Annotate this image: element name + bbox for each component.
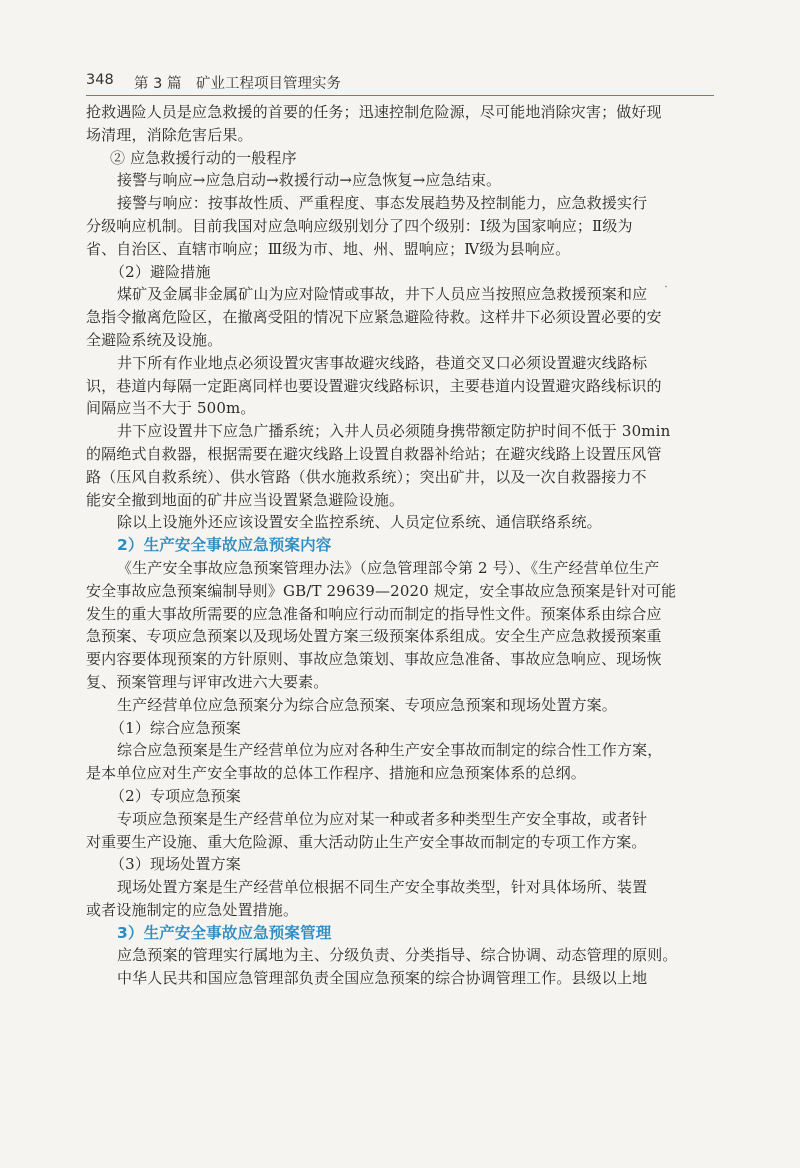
text-line: 中华人民共和国应急管理部负责全国应急预案的综合协调管理工作。县级以上地 — [117, 969, 648, 988]
text-line: ② 应急救援行动的一般程序 — [110, 148, 297, 167]
text-line: 能安全撤到地面的矿井应当设置紧急避险设施。 — [86, 490, 405, 509]
text-line: 除以上设施外还应该设置安全监控系统、人员定位系统、通信联络系统。 — [117, 513, 602, 532]
text-line: 省、自治区、直辖市响应；Ⅲ级为市、地、州、盟响应；Ⅳ级为县响应。 — [86, 239, 571, 258]
text-line: 是本单位应对生产安全事故的总体工作程序、措施和应急预案体系的总纲。 — [86, 764, 586, 783]
text-line: 发生的重大事故所需要的应急准备和响应行动而制定的指导性文件。预案体系由综合应 — [86, 604, 662, 623]
text-line: （3）现场处置方案 — [110, 855, 241, 874]
text-line: 接警与响应→应急启动→救援行动→应急恢复→应急结束。 — [117, 171, 502, 190]
text-line: 复、预案管理与评审改进六大要素。 — [86, 672, 329, 691]
text-line: 急指令撤离危险区，在撤离受阻的情况下应紧急避险待救。这样井下必须设置必要的安 — [86, 308, 662, 327]
book-title: 矿业工程项目管理实务 — [196, 76, 341, 92]
page-number: 348 — [86, 72, 114, 88]
text-line: 专项应急预案是生产经营单位为应对某一种或者多种类型生产安全事故，或者针 — [117, 809, 648, 828]
text-line: 分级响应机制。目前我国对应急响应级别划分了四个级别：Ⅰ级为国家响应；Ⅱ级为 — [86, 216, 633, 235]
text-line: 现场处置方案是生产经营单位根据不同生产安全事故类型，针对具体场所、装置 — [117, 878, 648, 897]
text-line: 煤矿及金属非金属矿山为应对险情或事故，井下人员应当按照应急救援预案和应 — [117, 285, 648, 304]
text-line: 或者设施制定的应急处置措施。 — [86, 900, 299, 919]
text-line: 安全事故应急预案编制导则》GB/T 29639—2020 规定，安全事故应急预案是针对可能 — [86, 581, 677, 600]
section-heading: 3）生产安全事故应急预案管理 — [117, 923, 332, 942]
text-line: 抢救遇险人员是应急救援的首要的任务；迅速控制危险源，尽可能地消除灾害；做好现 — [86, 103, 662, 121]
running-header — [86, 68, 716, 94]
text-line: 《生产安全事故应急预案管理办法》（应急管理部令第 2 号）、《生产经营单位生产 — [117, 558, 660, 577]
text-line: 急预案、专项应急预案以及现场处置方案三级预案体系组成。安全生产应急救援预案重 — [86, 627, 662, 646]
text-line: 路（压风自救系统）、供水管路（供水施救系统）；突出矿井，以及一次自救器接力不 — [86, 467, 647, 486]
text-line: （2）专项应急预案 — [110, 786, 241, 805]
text-line: 场清理，消除危害后果。 — [86, 125, 253, 144]
body-text — [86, 101, 714, 990]
text-line: （2）避险措施 — [110, 262, 211, 281]
text-line: 对重要生产设施、重大危险源、重大活动防止生产安全事故而制定的专项工作方案。 — [86, 832, 647, 851]
text-line: 井下所有作业地点必须设置灾害事故避灾线路，巷道交叉口必须设置避灾线路标 — [117, 353, 648, 372]
text-line: 识，巷道内每隔一定距离同样也要设置避灾线路标识，主要巷道内设置避灾路线标识的 — [86, 376, 662, 395]
header-rule — [86, 95, 714, 96]
text-line: 的隔绝式自救器，根据需要在避灾线路上设置自救器补给站；在避灾线路上设置压风管 — [86, 444, 662, 463]
text-line: 应急预案的管理实行属地为主、分级负责、分类指导、综合协调、动态管理的原则。 — [117, 946, 678, 965]
text-line: 接警与响应：按事故性质、严重程度、事态发展趋势及控制能力，应急救援实行 — [117, 194, 648, 213]
part-label: 第 3 篇 — [134, 76, 182, 92]
text-line: 全避险系统及设施。 — [86, 330, 223, 349]
text-line: 综合应急预案是生产经营单位为应对各种生产安全事故而制定的综合性工作方案， — [117, 741, 663, 760]
section-heading: 2）生产安全事故应急预案内容 — [117, 536, 332, 555]
text-line: （1）综合应急预案 — [110, 718, 241, 737]
text-line: 井下应设置井下应急广播系统；入井人员必须随身携带额定防护时间不低于 30min — [117, 422, 671, 441]
text-line: 要内容要体现预案的方针原则、事故应急策划、事故应急准备、事故应急响应、现场恢 — [86, 650, 662, 669]
text-line: 间隔应当不大于 500m。 — [86, 399, 256, 418]
text-line: 生产经营单位应急预案分为综合应急预案、专项应急预案和现场处置方案。 — [117, 695, 617, 714]
